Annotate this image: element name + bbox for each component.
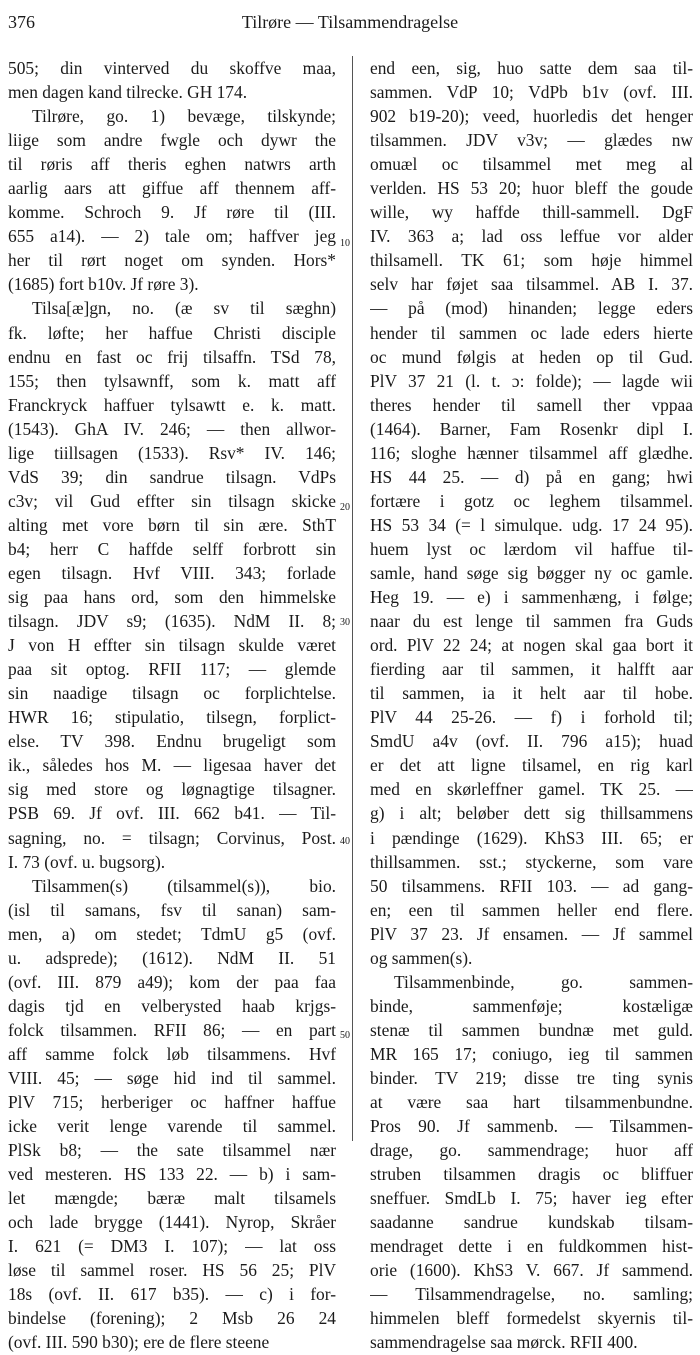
text-line: ik., således hos M. — ligesaa haver det xyxy=(8,755,336,776)
column-divider xyxy=(352,56,353,1141)
left-column xyxy=(8,56,336,1355)
text-line: HS 53 34 (= l simulque. udg. 17 24 95). xyxy=(370,514,693,535)
page-header xyxy=(8,8,692,38)
text-line: c3v; vil Gud effter sin tilsagn skicke xyxy=(8,490,336,511)
text-line: (1543). GhA IV. 246; — then allwor- xyxy=(8,418,336,439)
text-line: sagning, no. = tilsagn; Corvinus, Post. xyxy=(8,827,336,848)
text-line: (ovf. III. 590 b30); ere de flere steene xyxy=(8,1332,270,1353)
text-line: alting met vore børn til sin ære. SthT xyxy=(8,514,336,535)
text-line: 116; sloghe hænner tilsammel aff glædhe. xyxy=(370,442,693,463)
text-line: med en skørleffner gamel. TK 25. — xyxy=(370,779,693,800)
text-line: egen tilsagn. Hvf VIII. 343; forlade xyxy=(8,562,336,583)
text-line: u. adsprede); (1612). NdM II. 51 xyxy=(8,947,336,968)
text-line: g) i alt; beløber dett sig thillsammens xyxy=(370,803,693,824)
text-line: 902 b19-20); veed, huorledis det henger xyxy=(370,106,693,127)
text-line: men dagen kand tilrecke. GH 174. xyxy=(8,82,248,103)
text-line: thilsamell. TK 61; som høje himmel xyxy=(370,250,693,271)
text-line: I. 73 (ovf. u. bugsorg). xyxy=(8,851,166,872)
text-line: at være saa hart tilsammenbundne. xyxy=(370,1092,693,1113)
text-line: PlV 715; herberiger oc haffner haffue xyxy=(8,1092,336,1113)
text-line: theres hender til samell ther vppaa xyxy=(370,394,693,415)
text-line: himmelen bleff formedelst skyernis til- xyxy=(370,1308,693,1329)
text-line: PlSk b8; — the sate tilsammel nær xyxy=(8,1140,336,1161)
text-line: PlV 37 23. Jf ensamen. — Jf sammel xyxy=(370,923,693,944)
text-line: icke verit lenge varende til sammel. xyxy=(8,1116,336,1137)
text-line: och lade brygge (1441). Nyrop, Skråer xyxy=(8,1212,336,1233)
text-line: komme. Schroch 9. Jf røre til (III. xyxy=(8,202,336,223)
text-line: samle, hand søge sig bøgger ny oc gamle. xyxy=(370,562,693,583)
text-line: sig med store og løgnagtige tilsagner. xyxy=(8,779,336,800)
text-line: tilsammen. JDV v3v; — glædes nw xyxy=(370,130,693,151)
text-line: sneffuer. SmdLb I. 75; haver ieg efter xyxy=(370,1188,693,1209)
text-line: MR 165 17; coniugo, ieg til sammen xyxy=(370,1043,693,1064)
running-title: Tilrøre — Tilsammendragelse xyxy=(241,12,459,32)
text-line: IV. 363 a; lad oss leffue vor alder xyxy=(370,226,693,247)
text-line: PlV 37 21 (l. t. ɔ: folde); — lagde wii xyxy=(370,370,693,391)
text-line: SmdU a4v (ovf. II. 796 a15); huad xyxy=(370,731,693,752)
text-line: omuæl oc tilsammel met meg al xyxy=(370,154,693,175)
text-line: lige tiillsagen (1533). Rsv* IV. 146; xyxy=(8,442,336,463)
text-line: Tilsammen(s) (tilsammel(s)), bio. xyxy=(32,875,336,896)
text-line: thillsammen. sst.; styckerne, som vare xyxy=(370,851,693,872)
page-number: 376 xyxy=(8,12,35,32)
text-line: mendraget dette i en fuldkommen hist- xyxy=(370,1236,693,1257)
text-line: hender til sammen oc lade eders hierte xyxy=(370,322,693,343)
text-line: PlV 44 25-26. — f) i forhold til; xyxy=(370,707,693,728)
text-line: verlden. HS 53 20; huor bleff the goude xyxy=(370,178,693,199)
text-line: HS 44 25. — d) på en gang; hwi xyxy=(370,466,693,487)
text-line: HWR 16; stipulatio, tilsegn, forplict- xyxy=(8,707,336,728)
text-line: J von H effter sin tilsagn skulde været xyxy=(8,635,336,656)
text-line: Tilrøre, go. 1) bevæge, tilskynde; xyxy=(32,106,336,127)
text-line: stenæ til sammen bundnæ met guld. xyxy=(370,1019,693,1040)
text-line: men, a) om stedet; TdmU g5 (ovf. xyxy=(8,923,336,944)
text-line: sin naadige tilsagn oc forplichtelse. xyxy=(8,683,336,704)
text-line: — Tilsammendragelse, no. samling; xyxy=(370,1284,693,1305)
line-number-50: 50 xyxy=(340,1030,350,1041)
text-line: binder. TV 219; disse tre ting synis xyxy=(370,1067,693,1088)
text-line: Pros 90. Jf sammenb. — Tilsammen- xyxy=(370,1116,693,1137)
text-line: i pændinge (1629). KhS3 III. 65; er xyxy=(370,827,693,848)
text-line: saadanne sandrue kundskab tilsam- xyxy=(370,1212,693,1233)
text-line: binde, sammenføje; kostæligæ xyxy=(370,995,693,1016)
text-line: I. 621 (= DM3 I. 107); — lat oss xyxy=(8,1236,336,1257)
text-line: VIII. 45; — søge hid ind til sammel. xyxy=(8,1067,336,1088)
text-line: ved mesteren. HS 133 22. — b) i sam- xyxy=(8,1164,336,1185)
text-line: ord. PlV 22 24; at nogen skal gaa bort it xyxy=(370,635,693,656)
text-line: 505; din vinterved du skoffve maa, xyxy=(8,58,336,78)
text-line: sammen. VdP 10; VdPb b1v (ovf. III. xyxy=(370,82,693,103)
right-column xyxy=(370,56,693,1355)
line-number-30: 30 xyxy=(340,617,350,628)
text-line: huem lyst oc lærdom vil haffue til- xyxy=(370,538,693,559)
text-line: liige som andre fwgle och dywr the xyxy=(8,130,336,151)
text-line: VdS 39; din sandrue tilsagn. VdPs xyxy=(8,466,336,487)
text-line: dagis tjd en velberysted haab krjgs- xyxy=(8,995,336,1016)
text-line: 155; then tylsawnff, som k. matt aff xyxy=(8,370,336,391)
text-line: til sammen, ia it helt aar til hobe. xyxy=(370,683,693,704)
text-line: tilsagn. JDV s9; (1635). NdM II. 8; xyxy=(8,611,336,632)
text-line: bindelse (forening); 2 Msb 26 24 xyxy=(8,1308,336,1329)
text-line: drage, go. sammendrage; huor aff xyxy=(370,1140,693,1161)
text-line: (1464). Barner, Fam Rosenkr dipl I. xyxy=(370,418,693,439)
text-line: Heg 19. — e) i sammenhæng, i følge; xyxy=(370,587,693,608)
text-line: end een, sig, huo satte dem saa til- xyxy=(370,58,693,78)
text-line: her til rørt noget om synden. Hors* xyxy=(8,250,336,271)
text-line: let mængde; bæræ malt tilsamels xyxy=(8,1188,336,1209)
text-line: 655 a14). — 2) tale om; haffver jeg xyxy=(8,226,336,247)
text-line: Franckryck haffuer tylsawtt e. k. matt. xyxy=(8,394,336,415)
text-line: til røris aff theris eghen natwrs arth xyxy=(8,154,336,175)
text-line: er det att ligne tilsamel, en rig karl xyxy=(370,755,693,776)
text-line: aff samme folck løb tilsammens. Hvf xyxy=(8,1043,336,1064)
text-line: else. TV 398. Endnu brugeligt som xyxy=(8,731,336,752)
text-line: aarlig aars att giffue aff thennem aff- xyxy=(8,178,336,199)
text-line: — på (mod) hinanden; legge eders xyxy=(370,298,693,319)
text-line: PSB 69. Jf ovf. III. 662 b41. — Til- xyxy=(8,803,336,824)
text-line: (ovf. III. 879 a49); kom der paa faa xyxy=(8,971,336,992)
text-line: løse til sammel roser. HS 56 25; PlV xyxy=(8,1260,336,1281)
text-line: Tilsammenbinde, go. sammen- xyxy=(394,971,693,992)
text-line: (isl til samans, fsv til sanan) sam- xyxy=(8,899,336,920)
text-line: orie (1600). KhS3 V. 667. Jf sammend. xyxy=(370,1260,693,1281)
text-line: oc mund følgis at heden op til Gud. xyxy=(370,346,693,367)
text-line: wille, wy haffde thill-sammell. DgF xyxy=(370,202,693,223)
text-line: Tilsa[æ]gn, no. (æ sv til sæghn) xyxy=(32,298,336,319)
text-line: 50 tilsammens. RFII 103. — ad gang- xyxy=(370,875,693,896)
text-line: b4; herr C haffde selff forbrott sin xyxy=(8,538,336,559)
text-line: fk. løfte; her haffue Christi disciple xyxy=(8,322,336,343)
line-number-40: 40 xyxy=(340,836,350,847)
line-number-20: 20 xyxy=(340,502,350,513)
text-line: en; een til sammen heller end flere. xyxy=(370,899,693,920)
text-line: fortære i gotz oc leghem tilsammel. xyxy=(370,490,693,511)
text-line: naar du est lenge til sammen fra Guds xyxy=(370,611,693,632)
text-line: struben tilsammen dragis oc bliffuer xyxy=(370,1164,693,1185)
text-line: sig paa hans ord, som den himmelske xyxy=(8,587,336,608)
text-line: selv har føjet saa tilsammel. AB I. 37. xyxy=(370,274,693,295)
text-line: 18s (ovf. II. 617 b35). — c) i for- xyxy=(8,1284,336,1305)
text-line: paa sit optog. RFII 117; — glemde xyxy=(8,659,336,680)
text-line: fierding aar til sammen, it halfft aar xyxy=(370,659,693,680)
text-line: sammendragelse saa mørck. RFII 400. xyxy=(370,1332,638,1353)
text-line: folck tilsammen. RFII 86; — en part xyxy=(8,1019,336,1040)
text-line: (1685) fort b10v. Jf røre 3). xyxy=(8,274,199,295)
text-line: og sammen(s). xyxy=(370,947,473,968)
text-line: endnu en fast oc frij tilsaffn. TSd 78, xyxy=(8,346,336,367)
line-number-10: 10 xyxy=(340,238,350,249)
